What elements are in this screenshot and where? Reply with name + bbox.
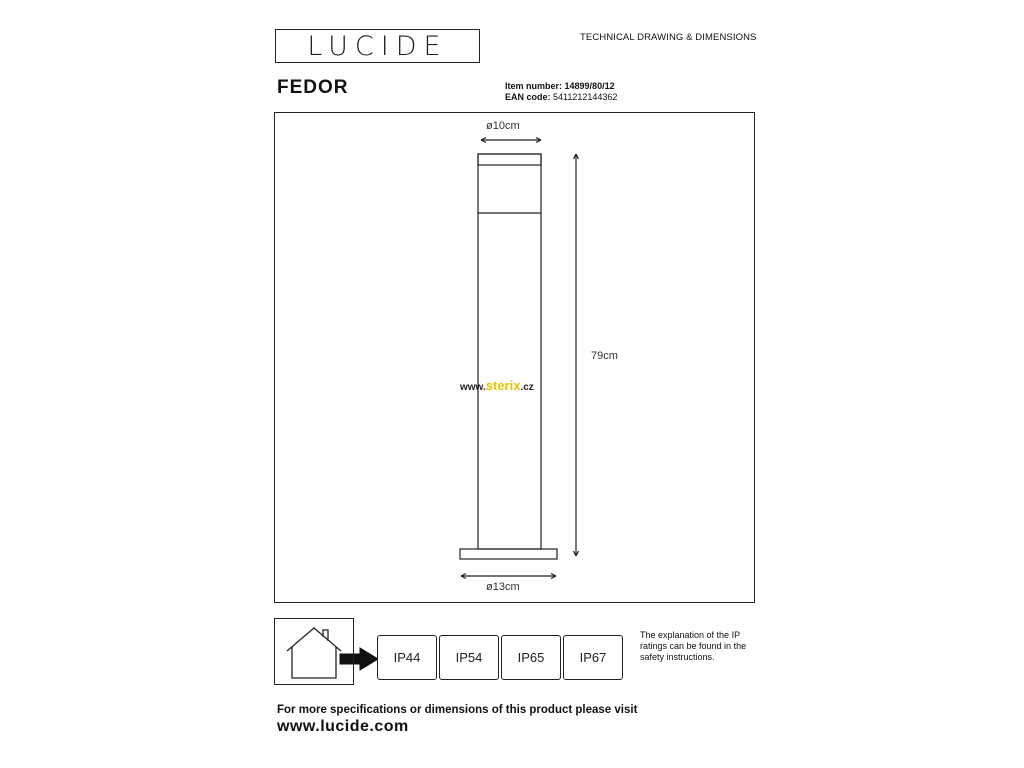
watermark: [460, 378, 534, 393]
watermark-prefix: www.: [460, 382, 486, 393]
item-number-value: 14899/80/12: [564, 81, 615, 91]
item-number-label: Item number:: [505, 81, 563, 91]
watermark-suffix: .cz: [520, 382, 534, 393]
ip44-badge: IP44: [377, 635, 437, 680]
ean-value: 5411212144362: [553, 92, 618, 102]
lamp-cap: [478, 154, 541, 165]
ean-label: EAN code:: [505, 92, 551, 102]
lamp-base: [460, 549, 557, 559]
height-label: 79cm: [591, 350, 618, 362]
ip67-badge: IP67: [563, 635, 623, 680]
ip-explanation-note: The explanation of the IP ratings can be found in the safety instructions.: [640, 630, 747, 662]
bottom-diameter-label: ø13cm: [486, 581, 520, 593]
footer-text: For more specifications or dimensions of this product please visit: [277, 704, 638, 716]
document-heading: TECHNICAL DRAWING & DIMENSIONS: [580, 32, 757, 43]
indoor-outdoor-box: [274, 618, 354, 685]
footer-url-link[interactable]: www.lucide.com: [277, 718, 409, 735]
ip54-badge: IP54: [439, 635, 499, 680]
lucide-logo: LUCIDE: [275, 29, 480, 63]
watermark-brand: sterix: [485, 378, 521, 393]
ip65-badge: IP65: [501, 635, 561, 680]
product-name: FEDOR: [277, 77, 349, 98]
top-diameter-label: ø10cm: [486, 120, 520, 132]
